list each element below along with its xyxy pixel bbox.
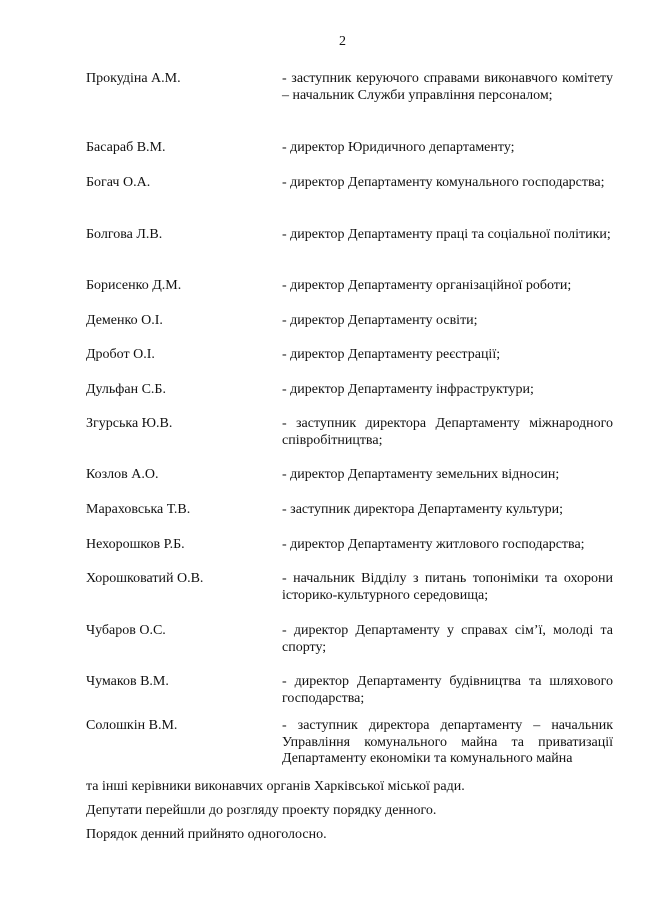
attendee-role: - директор Департаменту житлового господарства; <box>282 537 585 552</box>
footer-text: Депутати перейшли до розгляду проекту порядку денного. <box>86 803 437 818</box>
attendee-role: - директор Департаменту у справах сім’ї, молоді та спорту; <box>282 623 613 655</box>
attendee-role: - директор Департаменту реєстрації; <box>282 347 501 362</box>
attendee-role: - заступник керуючого справами виконавчого комітету – начальник Служби управління персоналом; <box>282 71 613 103</box>
attendee-role: - директор Департаменту праці та соціальної політики; <box>282 227 611 242</box>
page-number: 2 <box>339 34 346 49</box>
attendee-role: - директор Департаменту земельних відносин; <box>282 467 560 482</box>
attendee-name: Солошкін В.М. <box>86 718 178 733</box>
attendee-role: - заступник директора департаменту – начальник Управління комунального майна та приватизації Департаменту економіки та комунального майна <box>282 718 613 766</box>
attendee-name: Хорошковатий О.В. <box>86 571 204 586</box>
attendee-role: - директор Департаменту будівництва та шляхового господарства; <box>282 674 613 706</box>
attendee-name: Чубаров О.С. <box>86 623 166 638</box>
attendee-name: Згурська Ю.В. <box>86 416 173 431</box>
attendee-name: Козлов А.О. <box>86 467 159 482</box>
attendee-name: Богач О.А. <box>86 175 151 190</box>
attendee-name: Дробот О.І. <box>86 347 155 362</box>
attendee-role: - директор Департаменту комунального господарства; <box>282 175 605 190</box>
attendee-name: Басараб В.М. <box>86 140 166 155</box>
attendee-role: - директор Департаменту інфраструктури; <box>282 382 534 397</box>
attendee-name: Прокудіна А.М. <box>86 71 181 86</box>
attendee-name: Деменко О.І. <box>86 313 163 328</box>
attendee-name: Болгова Л.В. <box>86 227 163 242</box>
footer-text: Порядок денний прийнято одноголосно. <box>86 827 327 842</box>
attendee-role: - директор Департаменту освіти; <box>282 313 478 328</box>
attendee-name: Нехорошков Р.Б. <box>86 537 185 552</box>
attendee-name: Дульфан С.Б. <box>86 382 166 397</box>
attendee-name: Чумаков В.М. <box>86 674 169 689</box>
attendee-role: - начальник Відділу з питань топоніміки та охорони історико-культурного середовища; <box>282 571 613 603</box>
attendee-role: - заступник директора Департаменту культури; <box>282 502 564 517</box>
footer-text: та інші керівники виконавчих органів Харківської міської ради. <box>86 779 465 794</box>
attendee-role: - директор Департаменту організаційної роботи; <box>282 278 572 293</box>
attendee-role: - заступник директора Департаменту міжнародного співробітництва; <box>282 416 613 448</box>
attendee-name: Мараховська Т.В. <box>86 502 191 517</box>
attendee-name: Борисенко Д.М. <box>86 278 182 293</box>
attendee-role: - директор Юридичного департаменту; <box>282 140 515 155</box>
